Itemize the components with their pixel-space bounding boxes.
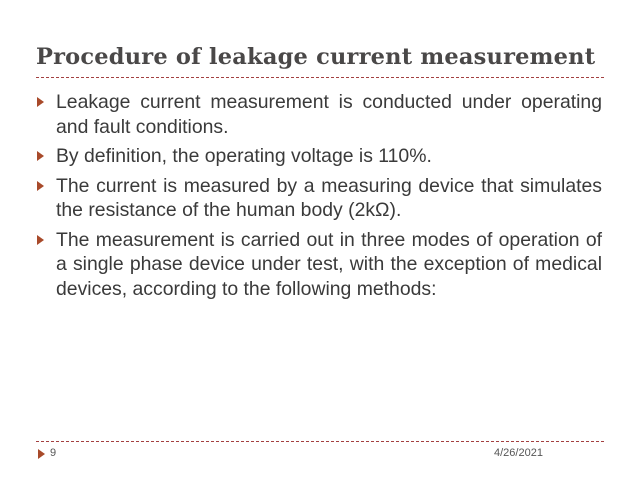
triangle-bullet-icon bbox=[38, 449, 45, 459]
triangle-bullet-icon bbox=[37, 151, 44, 161]
bullet-list bbox=[36, 90, 602, 306]
triangle-bullet-icon bbox=[37, 235, 44, 245]
bullet-item bbox=[36, 144, 602, 169]
title-divider bbox=[36, 77, 604, 78]
bullet-text: The current is measured by a measuring device that simulates the resistance of the human body (2kΩ). bbox=[56, 174, 602, 221]
page-number: 9 bbox=[50, 447, 57, 459]
footer-divider bbox=[36, 441, 604, 442]
bullet-text: Leakage current measurement is conducted under operating and fault conditions. bbox=[56, 91, 602, 138]
triangle-bullet-icon bbox=[37, 97, 44, 107]
triangle-bullet-icon bbox=[37, 181, 44, 191]
bullet-item bbox=[36, 90, 602, 139]
footer-date: 4/26/2021 bbox=[494, 447, 543, 459]
bullet-item bbox=[36, 174, 602, 223]
slide-title: Procedure of leakage current measurement bbox=[36, 44, 596, 70]
bullet-text: By definition, the operating voltage is 110%. bbox=[56, 145, 432, 167]
bullet-text: The measurement is carried out in three modes of operation of a single phase device under test, with the exception of medical devices, according to the following methods: bbox=[56, 228, 602, 300]
bullet-item bbox=[36, 228, 602, 302]
